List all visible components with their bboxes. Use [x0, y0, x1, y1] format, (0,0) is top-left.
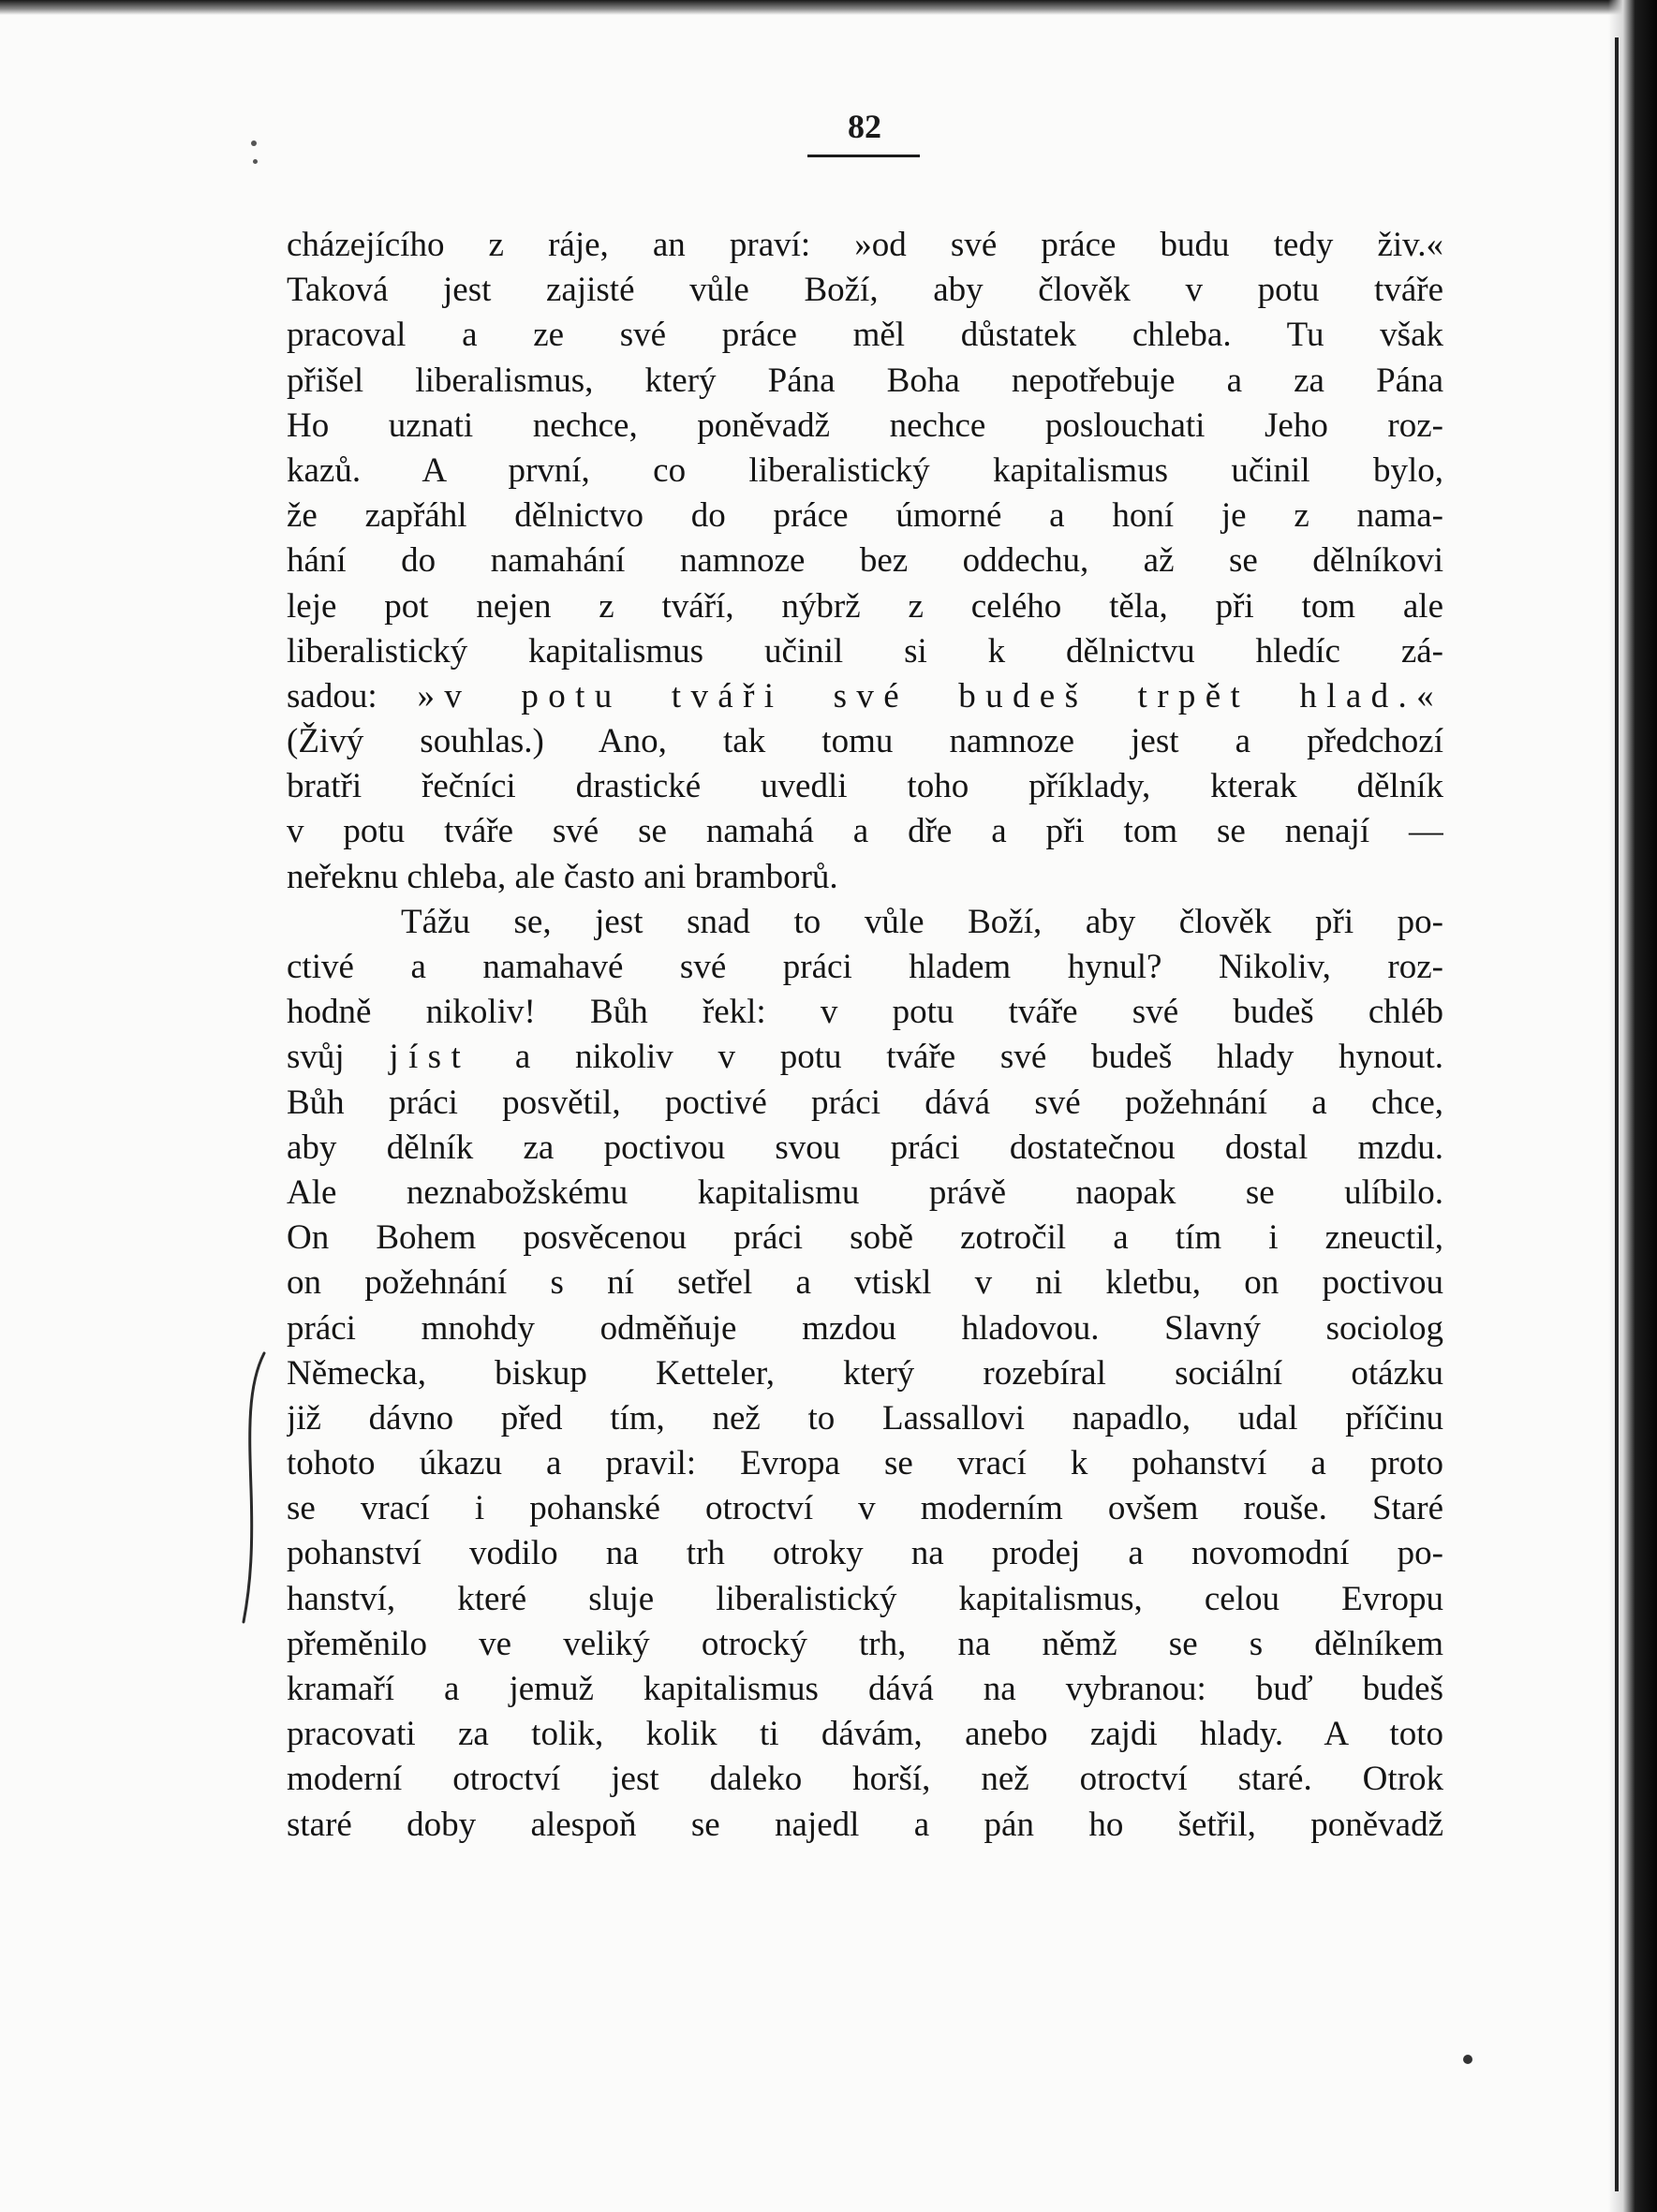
scan-top-edge: [0, 0, 1657, 15]
text-line: tohoto úkazu a pravil: Evropa se vrací k pohanství a proto: [287, 1444, 1443, 1483]
text-line: Ale neznabožskému kapitalismu právě naopak se ulíbilo.: [287, 1172, 1443, 1212]
text-line: Bůh práci posvětil, poctivé práci dává své požehnání a chce,: [287, 1083, 1443, 1122]
margin-bracket-mark: [236, 1349, 274, 1630]
scan-speck: [1463, 2055, 1472, 2064]
text-line: Ho uznati nechce, poněvadž nechce poslouchati Jeho roz-: [287, 406, 1443, 445]
text-line: pracoval a ze své práce měl důstatek chleba. Tu však: [287, 316, 1443, 355]
spaced-line-lead: sadou:: [287, 676, 418, 715]
text-line: leje pot nejen z tváří, nýbrž z celého těla, při tom ale: [287, 586, 1443, 626]
spaced-word-before: svůj: [287, 1038, 390, 1077]
spaced-emphasis-text: »v potu tváři své budeš trpět hlad.«: [417, 676, 1443, 715]
text-line: moderní otroctví jest daleko horší, než otroctví staré. Otrok: [287, 1760, 1443, 1799]
text-line: přišel liberalismus, který Pána Boha nepotřebuje a za Pána: [287, 361, 1443, 400]
text-line: v potu tváře své se namahá a dře a při tom se nenají —: [287, 812, 1443, 851]
paragraph-1: [287, 223, 1443, 900]
text-line: Německa, biskup Ketteler, který rozebíral sociální otázku: [287, 1353, 1443, 1393]
text-line: hanství, které sluje liberalistický kapitalismus, celou Evropu: [287, 1579, 1443, 1618]
spaced-word-after: a nikoliv v potu tváře své budeš hlady hynout.: [470, 1038, 1443, 1077]
text-line: bratři řečníci drastické uvedli toho příklady, kterak dělník: [287, 767, 1443, 806]
text-line: liberalistický kapitalismus učinil si k dělnictvu hledíc zá-: [287, 631, 1443, 671]
text-line: Taková jest zajisté vůle Boží, aby člověk v potu tváře: [287, 271, 1443, 310]
text-line: on požehnání s ní setřel a vtiskl v ni kletbu, on poctivou: [287, 1263, 1443, 1303]
text-line: kazů. A první, co liberalistický kapitalismus učinil bylo,: [287, 450, 1443, 490]
text-line: (Živý souhlas.) Ano, tak tomu namnoze jest a předchozí: [287, 722, 1443, 761]
text-line: hodně nikoliv! Bůh řekl: v potu tváře své budeš chléb: [287, 993, 1443, 1032]
scan-speck: [251, 140, 257, 146]
spaced-word: jíst: [389, 1038, 471, 1077]
text-line-spaced-word: [287, 1035, 1443, 1080]
text-line: neřeknu chleba, ale často ani bramborů.: [287, 857, 838, 896]
text-line: kramaří a jemuž kapitalismus dává na vybranou: buď budeš: [287, 1670, 1443, 1708]
text-line: staré doby alespoň se najedl a pán ho šetřil, poněvadž: [287, 1805, 1443, 1844]
text-line: aby dělník za poctivou svou práci dostatečnou dostal mzdu.: [287, 1128, 1443, 1167]
text-line: že zapřáhl dělnictvo do práce úmorné a honí je z nama-: [287, 496, 1443, 536]
page-number: 82: [848, 108, 881, 145]
text-line: již dávno před tím, než to Lassallovi napadlo, udal příčinu: [287, 1398, 1443, 1438]
body-text: [287, 223, 1443, 1848]
text-line: přeměnilo ve veliký otrocký trh, na němž se s dělníkem: [287, 1624, 1443, 1663]
text-line: pracovati za tolik, kolik ti dávám, anebo zajdi hlady. A toto: [287, 1715, 1443, 1754]
text-line: ctivé a namahavé své práci hladem hynul? Nikoliv, roz-: [287, 948, 1443, 986]
scan-binding-line: [1615, 37, 1619, 2191]
text-line: Tážu se, jest snad to vůle Boží, aby člověk při po-: [401, 902, 1443, 941]
scan-speck: [253, 159, 258, 164]
text-line: hání do namahání namnoze bez oddechu, až se dělníkovi: [287, 541, 1443, 581]
text-line: se vrací i pohanské otroctví v moderním ovšem rouše. Staré: [287, 1489, 1443, 1528]
text-line: práci mnohdy odměňuje mzdou hladovou. Slavný sociolog: [287, 1308, 1443, 1348]
page-number-rule: [807, 155, 920, 157]
text-line-spaced-emphasis: [287, 674, 1443, 719]
text-line: cházejícího z ráje, an praví: »od své práce budu tedy živ.«: [287, 226, 1443, 264]
text-line: pohanství vodilo na trh otroky na prodej a novomodní po-: [287, 1534, 1443, 1573]
text-line: On Bohem posvěcenou práci sobě zotročil a tím i zneuctil,: [287, 1218, 1443, 1258]
paragraph-2: [287, 900, 1443, 1848]
